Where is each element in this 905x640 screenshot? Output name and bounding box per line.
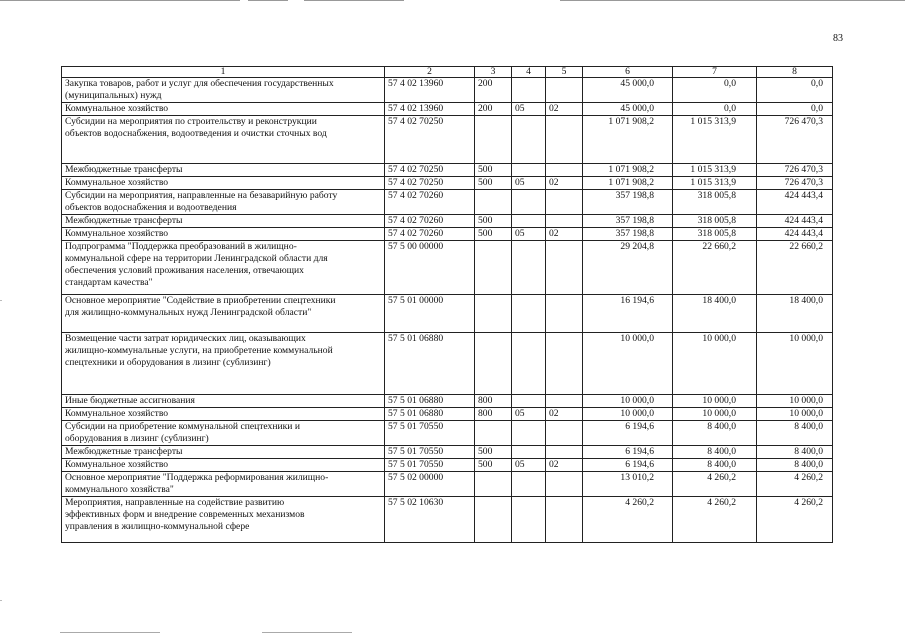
budget-item-name: Межбюджетные трансферты	[62, 164, 385, 177]
expense-type-code	[475, 241, 512, 295]
amount-year-1: 10 000,0	[583, 333, 673, 395]
table-row	[62, 472, 833, 497]
section-code	[512, 241, 546, 295]
target-article-code: 57 4 02 70260	[385, 190, 475, 215]
target-article-code: 57 4 02 70250	[385, 177, 475, 190]
table-row	[62, 395, 833, 408]
amount-year-2: 8 400,0	[673, 421, 757, 446]
amount-year-1: 1 071 908,2	[583, 116, 673, 164]
table-row	[62, 446, 833, 459]
amount-year-3: 726 470,3	[757, 116, 833, 164]
expense-type-code: 500	[475, 177, 512, 190]
table-row	[62, 421, 833, 446]
amount-year-2: 10 000,0	[673, 333, 757, 395]
section-code	[512, 295, 546, 333]
amount-year-1: 45 000,0	[583, 103, 673, 116]
table-row	[62, 333, 833, 395]
target-article-code: 57 5 01 70550	[385, 421, 475, 446]
expense-type-code: 500	[475, 215, 512, 228]
section-code	[512, 333, 546, 395]
expense-type-code: 500	[475, 228, 512, 241]
amount-year-3: 8 400,0	[757, 459, 833, 472]
column-header: 3	[475, 67, 512, 78]
subsection-code: 02	[546, 459, 583, 472]
subsection-code	[546, 215, 583, 228]
top-edge-rule	[304, 0, 404, 1]
column-header: 5	[546, 67, 583, 78]
amount-year-2: 4 260,2	[673, 497, 757, 543]
bottom-edge-rule	[60, 632, 160, 633]
table-row	[62, 116, 833, 164]
table-row	[62, 241, 833, 295]
budget-item-name: Коммунальное хозяйство	[62, 228, 385, 241]
budget-item-name: Возмещение части затрат юридических лиц, оказывающих жилищно-коммунальные услуги, на приобретение коммунальной спецтехники и оборудования в лизинг (сублизинг)	[62, 333, 385, 395]
expense-type-code	[475, 497, 512, 543]
table-row	[62, 78, 833, 103]
budget-item-name: Коммунальное хозяйство	[62, 408, 385, 421]
target-article-code: 57 4 02 70250	[385, 116, 475, 164]
subsection-code	[546, 446, 583, 459]
subsection-code	[546, 116, 583, 164]
subsection-code	[546, 190, 583, 215]
amount-year-3: 726 470,3	[757, 177, 833, 190]
amount-year-2: 8 400,0	[673, 446, 757, 459]
bottom-edge-rule	[262, 632, 352, 633]
table-header-row	[62, 67, 833, 78]
amount-year-3: 4 260,2	[757, 497, 833, 543]
table-row	[62, 164, 833, 177]
amount-year-2: 10 000,0	[673, 395, 757, 408]
target-article-code: 57 5 01 06880	[385, 395, 475, 408]
expense-type-code	[475, 421, 512, 446]
section-code	[512, 421, 546, 446]
budget-item-name: Межбюджетные трансферты	[62, 215, 385, 228]
column-header: 4	[512, 67, 546, 78]
section-code: 05	[512, 408, 546, 421]
amount-year-3: 22 660,2	[757, 241, 833, 295]
column-header: 2	[385, 67, 475, 78]
budget-item-name: Коммунальное хозяйство	[62, 177, 385, 190]
target-article-code: 57 5 02 00000	[385, 472, 475, 497]
subsection-code	[546, 164, 583, 177]
amount-year-2: 1 015 313,9	[673, 177, 757, 190]
subsection-code: 02	[546, 103, 583, 116]
target-article-code: 57 5 01 06880	[385, 333, 475, 395]
budget-item-name: Иные бюджетные ассигнования	[62, 395, 385, 408]
amount-year-2: 0,0	[673, 103, 757, 116]
budget-item-name: Субсидии на приобретение коммунальной спецтехники и оборудования в лизинг (сублизинг)	[62, 421, 385, 446]
table-row	[62, 215, 833, 228]
expense-type-code: 500	[475, 446, 512, 459]
target-article-code: 57 4 02 70260	[385, 215, 475, 228]
table-row	[62, 190, 833, 215]
budget-item-name: Коммунальное хозяйство	[62, 103, 385, 116]
section-code	[512, 164, 546, 177]
amount-year-1: 6 194,6	[583, 459, 673, 472]
top-edge-rule	[248, 0, 288, 1]
budget-item-name: Межбюджетные трансферты	[62, 446, 385, 459]
table-row	[62, 103, 833, 116]
scan-edge-mark	[0, 300, 2, 301]
amount-year-2: 318 005,8	[673, 215, 757, 228]
column-header: 1	[62, 67, 385, 78]
amount-year-2: 0,0	[673, 78, 757, 103]
amount-year-1: 1 071 908,2	[583, 164, 673, 177]
subsection-code	[546, 295, 583, 333]
target-article-code: 57 5 02 10630	[385, 497, 475, 543]
column-header: 6	[583, 67, 673, 78]
amount-year-3: 10 000,0	[757, 408, 833, 421]
section-code	[512, 472, 546, 497]
amount-year-1: 13 010,2	[583, 472, 673, 497]
amount-year-3: 424 443,4	[757, 228, 833, 241]
column-header: 8	[757, 67, 833, 78]
section-code	[512, 395, 546, 408]
target-article-code: 57 5 00 00000	[385, 241, 475, 295]
table-row	[62, 177, 833, 190]
top-edge-rule	[0, 0, 240, 1]
expense-type-code: 200	[475, 103, 512, 116]
target-article-code: 57 4 02 70250	[385, 164, 475, 177]
top-edge-rule	[560, 0, 905, 1]
budget-item-name: Коммунальное хозяйство	[62, 459, 385, 472]
amount-year-2: 1 015 313,9	[673, 116, 757, 164]
amount-year-1: 1 071 908,2	[583, 177, 673, 190]
budget-table	[61, 66, 833, 543]
amount-year-1: 10 000,0	[583, 395, 673, 408]
expense-type-code	[475, 472, 512, 497]
amount-year-3: 726 470,3	[757, 164, 833, 177]
subsection-code	[546, 497, 583, 543]
target-article-code: 57 5 01 70550	[385, 446, 475, 459]
table-row	[62, 228, 833, 241]
budget-item-name: Субсидии на мероприятия, направленные на безаварийную работу объектов водоснабжения и водоотведения	[62, 190, 385, 215]
table-row	[62, 497, 833, 543]
expense-type-code	[475, 333, 512, 395]
amount-year-2: 22 660,2	[673, 241, 757, 295]
section-code	[512, 215, 546, 228]
amount-year-3: 8 400,0	[757, 421, 833, 446]
budget-item-name: Мероприятия, направленные на содействие развитию эффективных форм и внедрение современных механизмов управления в жилищно-коммунальной сфере	[62, 497, 385, 543]
amount-year-3: 0,0	[757, 78, 833, 103]
section-code	[512, 497, 546, 543]
expense-type-code	[475, 295, 512, 333]
amount-year-1: 357 198,8	[583, 215, 673, 228]
subsection-code	[546, 78, 583, 103]
target-article-code: 57 5 01 06880	[385, 408, 475, 421]
amount-year-2: 18 400,0	[673, 295, 757, 333]
section-code: 05	[512, 459, 546, 472]
subsection-code	[546, 395, 583, 408]
amount-year-1: 16 194,6	[583, 295, 673, 333]
table-row	[62, 408, 833, 421]
target-article-code: 57 4 02 70260	[385, 228, 475, 241]
amount-year-1: 10 000,0	[583, 408, 673, 421]
scan-edge-mark	[0, 600, 2, 601]
amount-year-2: 318 005,8	[673, 190, 757, 215]
amount-year-1: 45 000,0	[583, 78, 673, 103]
target-article-code: 57 5 01 00000	[385, 295, 475, 333]
budget-item-name: Подпрограмма "Поддержка преобразований в жилищно- коммунальной сфере на территории Ленинградской области для обеспечения условий проживания населения, отвечающих стандартам качества"	[62, 241, 385, 295]
amount-year-1: 6 194,6	[583, 446, 673, 459]
subsection-code: 02	[546, 408, 583, 421]
budget-item-name: Основное мероприятие "Поддержка реформирования жилищно- коммунального хозяйства"	[62, 472, 385, 497]
budget-item-name: Закупка товаров, работ и услуг для обеспечения государственных (муниципальных) нужд	[62, 78, 385, 103]
amount-year-3: 10 000,0	[757, 395, 833, 408]
subsection-code	[546, 333, 583, 395]
page-number: 83	[833, 33, 843, 44]
table-row	[62, 459, 833, 472]
subsection-code	[546, 472, 583, 497]
amount-year-1: 357 198,8	[583, 228, 673, 241]
target-article-code: 57 4 02 13960	[385, 78, 475, 103]
amount-year-1: 29 204,8	[583, 241, 673, 295]
expense-type-code: 800	[475, 408, 512, 421]
section-code: 05	[512, 103, 546, 116]
expense-type-code: 200	[475, 78, 512, 103]
subsection-code	[546, 421, 583, 446]
amount-year-3: 10 000,0	[757, 333, 833, 395]
amount-year-2: 318 005,8	[673, 228, 757, 241]
amount-year-3: 8 400,0	[757, 446, 833, 459]
amount-year-1: 6 194,6	[583, 421, 673, 446]
column-header: 7	[673, 67, 757, 78]
amount-year-3: 424 443,4	[757, 190, 833, 215]
amount-year-2: 8 400,0	[673, 459, 757, 472]
expense-type-code: 500	[475, 164, 512, 177]
budget-item-name: Субсидии на мероприятия по строительству и реконструкции объектов водоснабжения, водоотведения и очистки сточных вод	[62, 116, 385, 164]
subsection-code	[546, 241, 583, 295]
amount-year-1: 357 198,8	[583, 190, 673, 215]
amount-year-2: 10 000,0	[673, 408, 757, 421]
amount-year-1: 4 260,2	[583, 497, 673, 543]
table-row	[62, 295, 833, 333]
section-code: 05	[512, 177, 546, 190]
expense-type-code: 500	[475, 459, 512, 472]
section-code	[512, 190, 546, 215]
section-code	[512, 446, 546, 459]
expense-type-code	[475, 116, 512, 164]
section-code	[512, 116, 546, 164]
section-code: 05	[512, 228, 546, 241]
subsection-code: 02	[546, 177, 583, 190]
target-article-code: 57 5 01 70550	[385, 459, 475, 472]
amount-year-3: 4 260,2	[757, 472, 833, 497]
budget-item-name: Основное мероприятие "Содействие в приобретении спецтехники для жилищно-коммунальных нужд Ленинградской области"	[62, 295, 385, 333]
target-article-code: 57 4 02 13960	[385, 103, 475, 116]
subsection-code: 02	[546, 228, 583, 241]
amount-year-2: 4 260,2	[673, 472, 757, 497]
expense-type-code	[475, 190, 512, 215]
amount-year-3: 0,0	[757, 103, 833, 116]
amount-year-3: 424 443,4	[757, 215, 833, 228]
expense-type-code: 800	[475, 395, 512, 408]
amount-year-3: 18 400,0	[757, 295, 833, 333]
amount-year-2: 1 015 313,9	[673, 164, 757, 177]
section-code	[512, 78, 546, 103]
